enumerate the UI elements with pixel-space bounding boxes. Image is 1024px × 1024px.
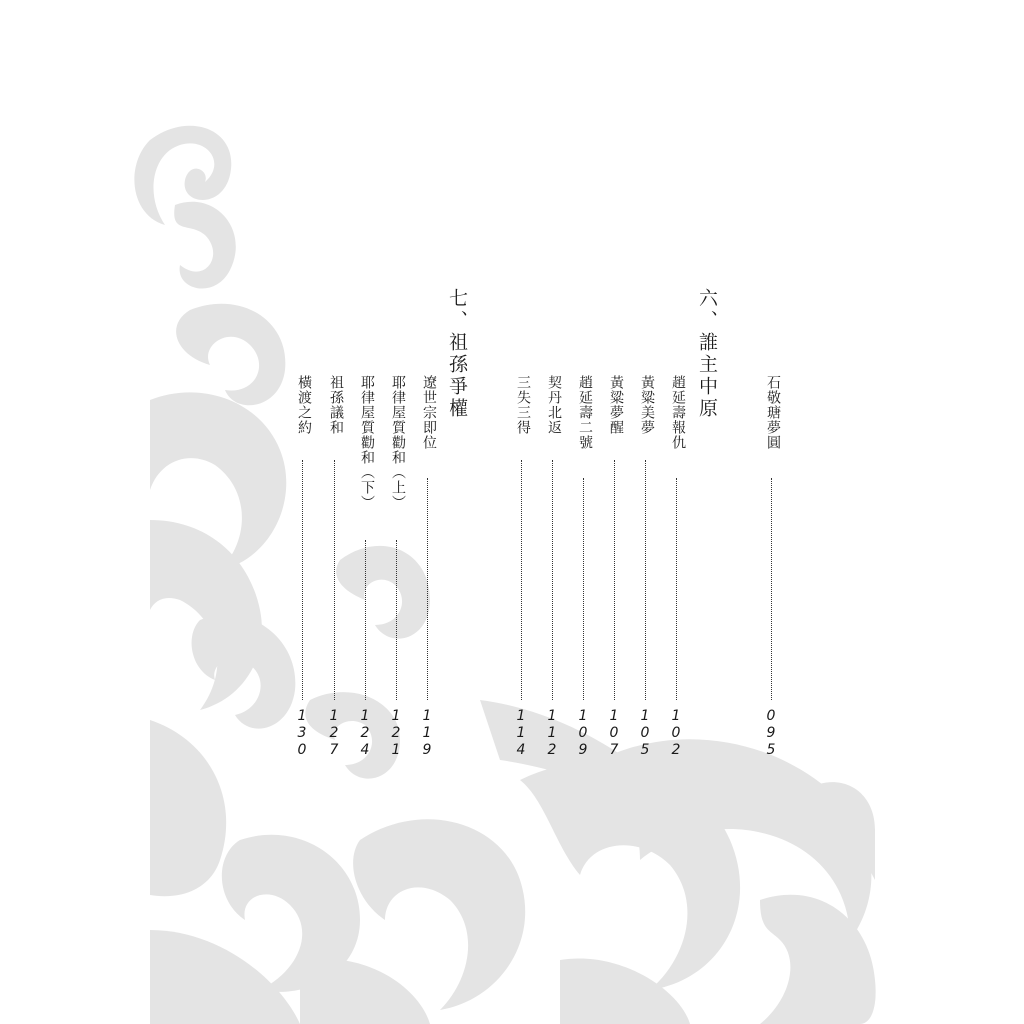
toc-entry-title: 耶律屋質勸和（下）: [359, 375, 375, 510]
page-number: 112: [544, 708, 560, 759]
dot-leader: [302, 460, 303, 700]
dot-leader: [365, 540, 366, 700]
section-title-7: 七、祖孫爭權: [446, 288, 468, 420]
page-number: 119: [419, 708, 435, 759]
page-number: 105: [637, 708, 653, 759]
toc-entry-title: 趙延壽二號: [577, 375, 593, 450]
page-number: 124: [357, 708, 373, 759]
section-title-6: 六、誰主中原: [696, 288, 718, 420]
toc-entry-title: 黃粱美夢: [639, 375, 655, 435]
dot-leader: [583, 478, 584, 700]
toc-entry-title: 祖孫議和: [328, 375, 344, 435]
toc-entry-title: 黃粱夢醒: [608, 375, 624, 435]
toc-entry-title: 遼世宗即位: [421, 375, 437, 450]
page-number: 109: [575, 708, 591, 759]
page-number: 102: [668, 708, 684, 759]
toc-entry-title: 橫渡之約: [296, 375, 312, 435]
dot-leader: [552, 460, 553, 700]
toc-entry-title: 趙延壽報仇: [670, 375, 686, 450]
dot-leader: [427, 478, 428, 700]
page-number: 121: [388, 708, 404, 759]
toc-entry-title: 耶律屋質勸和（上）: [390, 375, 406, 510]
toc-entry-title: 石敬瑭夢圓: [765, 375, 781, 450]
page-number: 130: [294, 708, 310, 759]
dot-leader: [645, 460, 646, 700]
dot-leader: [614, 460, 615, 700]
toc-entry-title: 三失三得: [515, 375, 531, 435]
page-number: 107: [606, 708, 622, 759]
dot-leader: [771, 478, 772, 700]
dot-leader: [676, 478, 677, 700]
dot-leader: [334, 460, 335, 700]
page-number: 127: [326, 708, 342, 759]
toc-entry-title: 契丹北返: [546, 375, 562, 435]
dot-leader: [396, 540, 397, 700]
dot-leader: [521, 460, 522, 700]
page-number: 114: [513, 708, 529, 759]
page-number: 095: [763, 708, 779, 759]
